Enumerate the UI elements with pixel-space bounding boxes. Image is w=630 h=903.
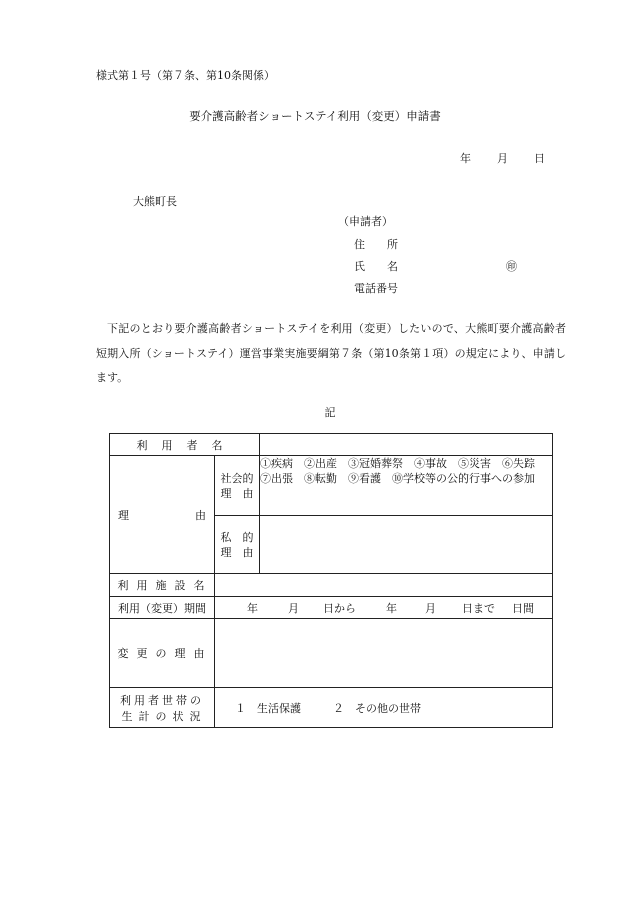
seal-icon: ㊞: [506, 260, 517, 273]
reason-label-cell: [110, 456, 215, 574]
household-label-1: 利用者世帯の: [120, 693, 204, 707]
detail-table: [109, 433, 553, 728]
applicant-heading: （申請者）: [338, 215, 393, 228]
period-to: 日まで: [462, 602, 495, 615]
household-option-2[interactable]: ２ その他の世帯: [333, 701, 421, 715]
user-name-label: 利用者名: [136, 438, 237, 452]
period-year-2: 年: [386, 602, 397, 615]
user-name-label-cell: [110, 434, 260, 456]
row-change-reason: [110, 619, 553, 688]
change-reason-label-cell: [110, 619, 215, 688]
row-social-reason: [110, 456, 553, 516]
period-label: 利用（変更）期間: [118, 601, 206, 615]
period-month-1: 月: [288, 602, 299, 615]
reason-label-right: 由: [195, 508, 206, 522]
reason-label-left: 理: [118, 508, 129, 522]
address-label: 住 所: [354, 238, 398, 251]
social-reason-label-2: 理 由: [220, 486, 254, 500]
period-label-cell: [110, 597, 215, 619]
facility-field[interactable]: [215, 574, 553, 597]
household-option-1[interactable]: １ 生活保護: [235, 701, 301, 715]
form-number: 様式第１号（第７条、第10条関係）: [96, 69, 275, 82]
household-label-2: 生計の状況: [121, 709, 207, 723]
facility-label-cell: [110, 574, 215, 597]
period-month-2: 月: [425, 602, 436, 615]
private-reason-field[interactable]: [260, 516, 553, 574]
period-days: 日間: [512, 602, 534, 615]
period-year-1: 年: [247, 602, 258, 615]
name-label: 氏 名: [354, 260, 398, 273]
user-name-field[interactable]: [260, 434, 553, 456]
period-field[interactable]: [215, 597, 553, 619]
body-paragraph: 下記のとおり要介護高齢者ショートステイを利用（変更）したいので、大熊町要介護高齢者短期入所（ショートステイ）運営事業実施要綱第７条（第10条第１項）の規定により、申請します。: [96, 322, 566, 384]
addressee: 大熊町長: [133, 195, 177, 208]
date-year-label: 年: [460, 152, 471, 165]
body-text: [96, 317, 566, 391]
row-user-name: [110, 434, 553, 456]
social-reason-options[interactable]: ①疾病 ②出産 ③冠婚葬祭 ④事故 ⑤災害 ⑥失踪 ⑦出張 ⑧転勤 ⑨看護 ⑩学校等の公的行事への参加: [260, 456, 553, 516]
note-heading: 記: [324, 406, 336, 419]
private-reason-label-cell: [215, 516, 260, 574]
row-period: [110, 597, 553, 619]
private-reason-label-2: 理 由: [220, 545, 254, 559]
page-title: 要介護高齢者ショートステイ利用（変更）申請書: [189, 109, 441, 123]
date-month-label: 月: [497, 152, 508, 165]
date-day-label: 日: [534, 152, 545, 165]
phone-label: 電話番号: [354, 282, 398, 295]
household-label-cell: [110, 688, 215, 728]
date-line: [460, 150, 545, 166]
household-status-field[interactable]: [215, 688, 553, 728]
social-reason-label-1: 社会的: [220, 471, 254, 485]
change-reason-field[interactable]: [215, 619, 553, 688]
private-reason-label-1: 私 的: [220, 530, 254, 544]
facility-label: 利用施設名: [117, 579, 213, 592]
row-household: [110, 688, 553, 728]
change-reason-label: 変更の理由: [117, 647, 213, 660]
social-reason-label-cell: [215, 456, 260, 516]
row-facility: [110, 574, 553, 597]
period-from: 日から: [323, 602, 356, 615]
